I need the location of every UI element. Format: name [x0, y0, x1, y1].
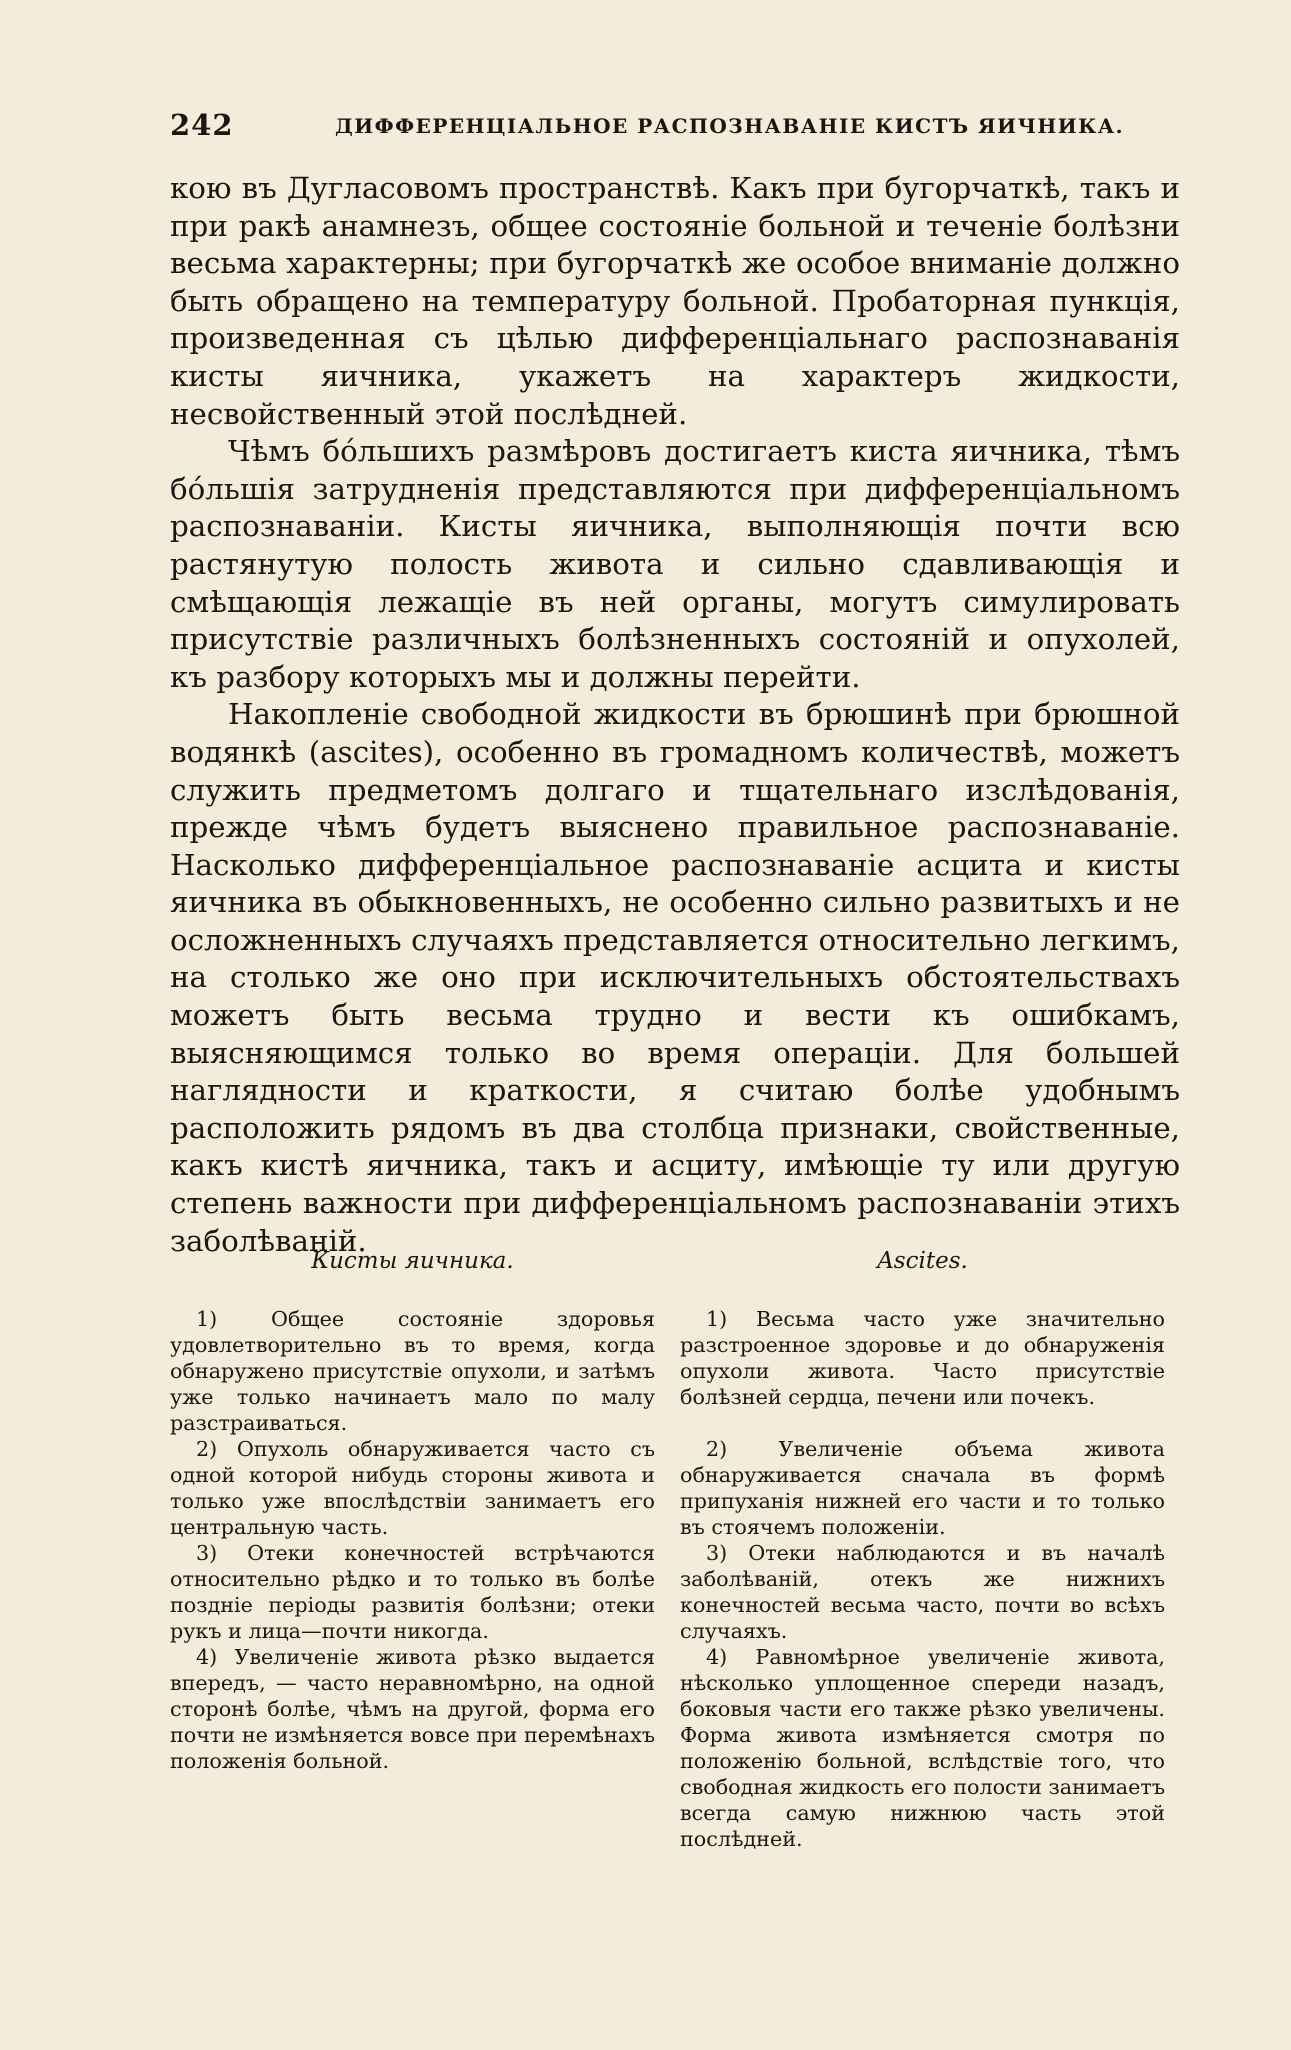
ascites-column [680, 1248, 1165, 1852]
list-item: 3) Отеки конечностей встрѣчаются относительно рѣдко и то только въ болѣе поздніе періоды развитія болѣзни; отеки рукъ и лица—почти никогда. [170, 1541, 655, 1643]
paragraph: Накопленіе свободной жидкости въ брюшинѣ при брюшной водянкѣ (ascites), особенно въ громадномъ количествѣ, можетъ служить предметомъ долгаго и тщательнаго изслѣдованія, прежде чѣмъ будетъ выяснено правильное распознаваніе. Насколько дифференціальное распознаваніе асцита и кисты яичника въ обыкновенныхъ, не особенно сильно развитыхъ и не осложненныхъ случаяхъ представляется относительно легкимъ, на столько же оно при исключительныхъ обстоятельствахъ можетъ быть весьма трудно и вести къ ошибкамъ, выясняющимся только во время операціи. Для большей наглядности и краткости, я считаю болѣе удобнымъ расположить рядомъ въ два столбца признаки, свойственные, какъ кистѣ яичника, такъ и асциту, имѣющіе ту или другую степень важности при дифференціальномъ распознаваніи этихъ заболѣваній. [170, 697, 1180, 1258]
spacer [680, 1410, 1165, 1436]
main-text [170, 170, 1180, 1260]
list-item: 2) Опухоль обнаруживается часто съ одной которой нибудь стороны живота и только уже впослѣдствіи занимаетъ его центральную часть. [170, 1437, 655, 1539]
list-item: 4) Увеличеніе живота рѣзко выдается впередъ, — часто неравномѣрно, на одной сторонѣ болѣе, чѣмъ на другой, форма его почти не измѣняется вовсе при перемѣнахъ положенія больной. [170, 1645, 655, 1773]
list-item: 1) Общее состояніе здоровья удовлетворительно въ то время, когда обнаружено присутствіе опухоли, и затѣмъ уже только начинаетъ мало по малу разстраиваться. [170, 1307, 655, 1435]
list-item: 3) Отеки наблюдаются и въ началѣ заболѣваній, отекъ же нижнихъ конечностей весьма часто, почти во всѣхъ случаяхъ. [680, 1541, 1165, 1643]
page-header [170, 108, 1125, 148]
list-item: 1) Весьма часто уже значительно разстроенное здоровье и до обнаруженія опухоли живота. Часто присутствіе болѣзней сердца, печени или почекъ. [680, 1307, 1165, 1409]
page-number: 242 [170, 108, 234, 142]
column-heading: Ascites. [877, 1248, 968, 1274]
column-heading: Кисты яичника. [311, 1248, 514, 1274]
list-item: 2) Увеличеніе объема живота обнаруживается сначала въ формѣ припуханія нижней его части и то только въ стоячемъ положеніи. [680, 1437, 1165, 1539]
list-item: 4) Равномѣрное увеличеніе живота, нѣсколько уплощенное спереди назадъ, боковыя части его также рѣзко увеличены. Форма живота измѣняется смотря по положенію больной, вслѣдствіе того, что свободная жидкость его полости занимаетъ всегда самую нижнюю часть этой послѣдней. [680, 1645, 1165, 1851]
paragraph: Чѣмъ бо́льшихъ размѣровъ достигаетъ киста яичника, тѣмъ бо́льшія затрудненія представляются при дифференціальномъ распознаваніи. Кисты яичника, выполняющія почти всю растянутую полость живота и сильно сдавливающія и смѣщающія лежащіе въ ней органы, могутъ симулировать присутствіе различныхъ болѣзненныхъ состояній и опухолей, къ разбору которыхъ мы и должны перейти. [170, 434, 1180, 694]
paragraph: кою въ Дугласовомъ пространствѣ. Какъ при бугорчаткѣ, такъ и при ракѣ анамнезъ, общее состояніе больной и теченіе болѣзни весьма характерны; при бугорчаткѣ же особое вниманіе должно быть обращено на температуру больной. Пробаторная пункція, произведенная съ цѣлью дифференціальнаго распознаванія кисты яичника, укажетъ на характеръ жидкости, несвойственный этой послѣдней. [170, 171, 1180, 431]
ovarian-cyst-column [170, 1248, 655, 1774]
running-title: ДИФФЕРЕНЦІАЛЬНОЕ РАСПОЗНАВАНІЕ КИСТЪ ЯИЧНИКА. [335, 114, 1125, 138]
